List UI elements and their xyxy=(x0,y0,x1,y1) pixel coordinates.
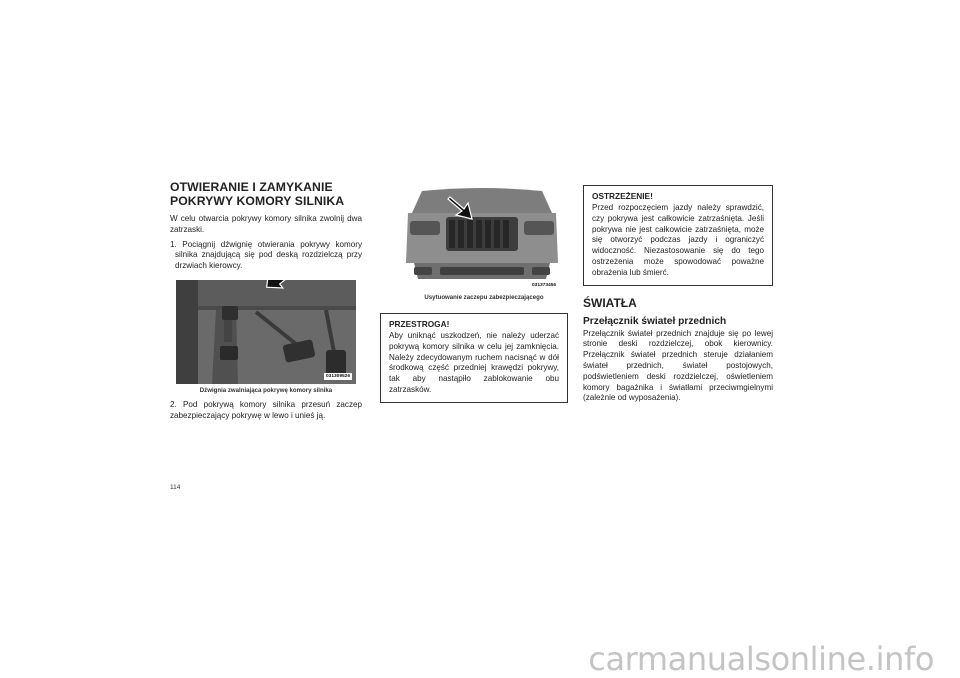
column-right xyxy=(583,185,773,408)
caution-text: Aby uniknąć uszkodzeń, nie należy uderzać pokrywą komory silnika w celu jej zamknięcia. Należy zdecydowanym ruchem nacisnąć w dół środkową część przedniej krawędzi pokrywy, tak aby nastąpiło zablokowanie obu zatrzasków. xyxy=(389,331,559,394)
page-number: 114 xyxy=(170,484,181,491)
headlight-switch-paragraph: Przełącznik świateł przednich znajduje się po lewej stronie deski rozdzielczej, obok kierownicy. Przełącznik świateł przednich steruje działaniem świateł przednich, świateł postojowych, podświetleniem deski rozdzielczej, oświetleniem komory bagażnika i światłami przeciwmgielnymi (zależnie od wyposażenia). xyxy=(583,328,773,403)
watermark-logo: carmanualsonline.info xyxy=(588,640,934,678)
image-reference-number: 031373456 xyxy=(531,283,556,288)
section-heading xyxy=(170,180,362,208)
heading-line-2: POKRYWY KOMORY SILNIKA xyxy=(170,194,345,208)
headlight-switch-subtitle: Przełącznik świateł przednich xyxy=(583,315,727,327)
caution-title: PRZESTROGA! xyxy=(389,319,450,329)
lights-section-title: ŚWIATŁA xyxy=(583,295,637,310)
safety-catch-location-photo xyxy=(400,183,564,291)
hood-release-lever-photo xyxy=(176,280,356,384)
image-reference-number: 031309526 xyxy=(325,373,350,379)
hood-release-illustration xyxy=(176,280,356,384)
column-middle xyxy=(380,183,568,403)
warning-text: Przed rozpoczęciem jazdy należy sprawdzić, czy pokrywa jest całkowicie zatrzaśnięta. Jeśli pokrywa nie jest całkowicie zatrzaśnięta, może się otworzyć podczas jazdy i ograniczyć widoczność. Niezastosowanie się do tego ostrzeżenia może spowodować poważne obrażenia lub śmierć. xyxy=(592,203,764,277)
warning-box xyxy=(583,185,773,286)
step-1-paragraph: 1. Pociągnij dźwignię otwierania pokrywy komory silnika znajdującą się pod deską rozdzielczą przy drzwiach kierowcy. xyxy=(170,239,362,271)
intro-paragraph: W celu otwarcia pokrywy komory silnika zwolnij dwa zatrzaski. xyxy=(170,214,362,234)
warning-title: OSTRZEŻENIE! xyxy=(592,191,653,201)
vehicle-front-illustration xyxy=(400,183,564,291)
heading-line-1: OTWIERANIE I ZAMYKANIE xyxy=(170,180,333,194)
image-caption: Dźwignia zwalniająca pokrywę komory silnika xyxy=(199,386,333,394)
column-left xyxy=(170,180,362,426)
image-caption: Usytuowanie zaczepu zabezpieczającego xyxy=(424,294,544,301)
step-2-paragraph: 2. Pod pokrywą komory silnika przesuń zaczep zabezpieczający pokrywę w lewo i unieś ją. xyxy=(170,399,362,420)
caution-box xyxy=(380,313,568,403)
